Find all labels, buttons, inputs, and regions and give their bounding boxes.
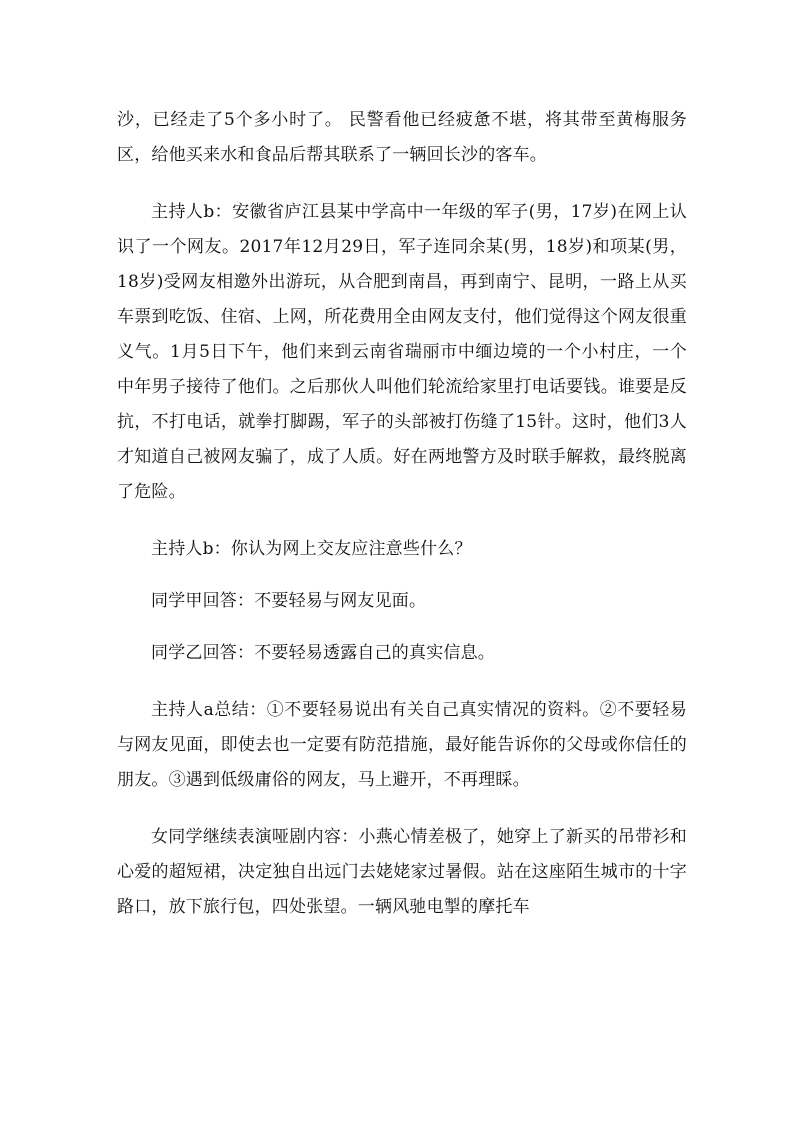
paragraph-continuation: 沙，已经走了5个多小时了。 民警看他已经疲惫不堪，将其带至黄梅服务区，给他买来水和食品后帮其联系了一辆回长沙的客车。	[117, 110, 687, 165]
paragraph-student-jia-answer: 同学甲回答：不要轻易与网友见面。	[151, 591, 427, 611]
paragraph-host-b-question: 主持人b：你认为网上交友应注意些什么？	[151, 539, 472, 559]
paragraph-host-a-summary: 主持人a总结：①不要轻易说出有关自己真实情况的资料。②不要轻易与网友见面，即使去也一定要有防范措施，最好能告诉你的父母或你信任的朋友。③遇到低级庸俗的网友，马上避开，不再理睬。	[117, 700, 687, 790]
paragraph-mime-performance: 女同学继续表演哑剧内容：小燕心情差极了，她穿上了新买的吊带衫和心爱的超短裙，决定独自出远门去姥姥家过暑假。站在这座陌生城市的十字路口，放下旅行包，四处张望。一辆风驰电掣的摩托车	[117, 827, 687, 917]
paragraph-host-b-story: 主持人b：安徽省庐江县某中学高中一年级的军子(男，17岁)在网上认识了一个网友。2017年12月29日，军子连同余某(男，18岁)和项某(男，18岁)受网友相邀外出游玩，从合肥到南昌，再到南宁、昆明，一路上从买车票到吃饭、住宿、上网，所花费用全由网友支付，他们觉得这个网友很重义气。1月5日下午，他们来到云南省瑞丽市中缅边境的一个小村庄，一个中年男子接待了他们。之后那伙人叫他们轮流给家里打电话要钱。谁要是反抗，不打电话，就拳打脚踢，军子的头部被打伤缝了15针。这时，他们3人才知道自己被网友骗了，成了人质。好在两地警方及时联手解救，最终脱离了危险。	[117, 202, 687, 502]
document-body	[117, 103, 687, 925]
paragraph-student-yi-answer: 同学乙回答：不要轻易透露自己的真实信息。	[151, 643, 495, 663]
